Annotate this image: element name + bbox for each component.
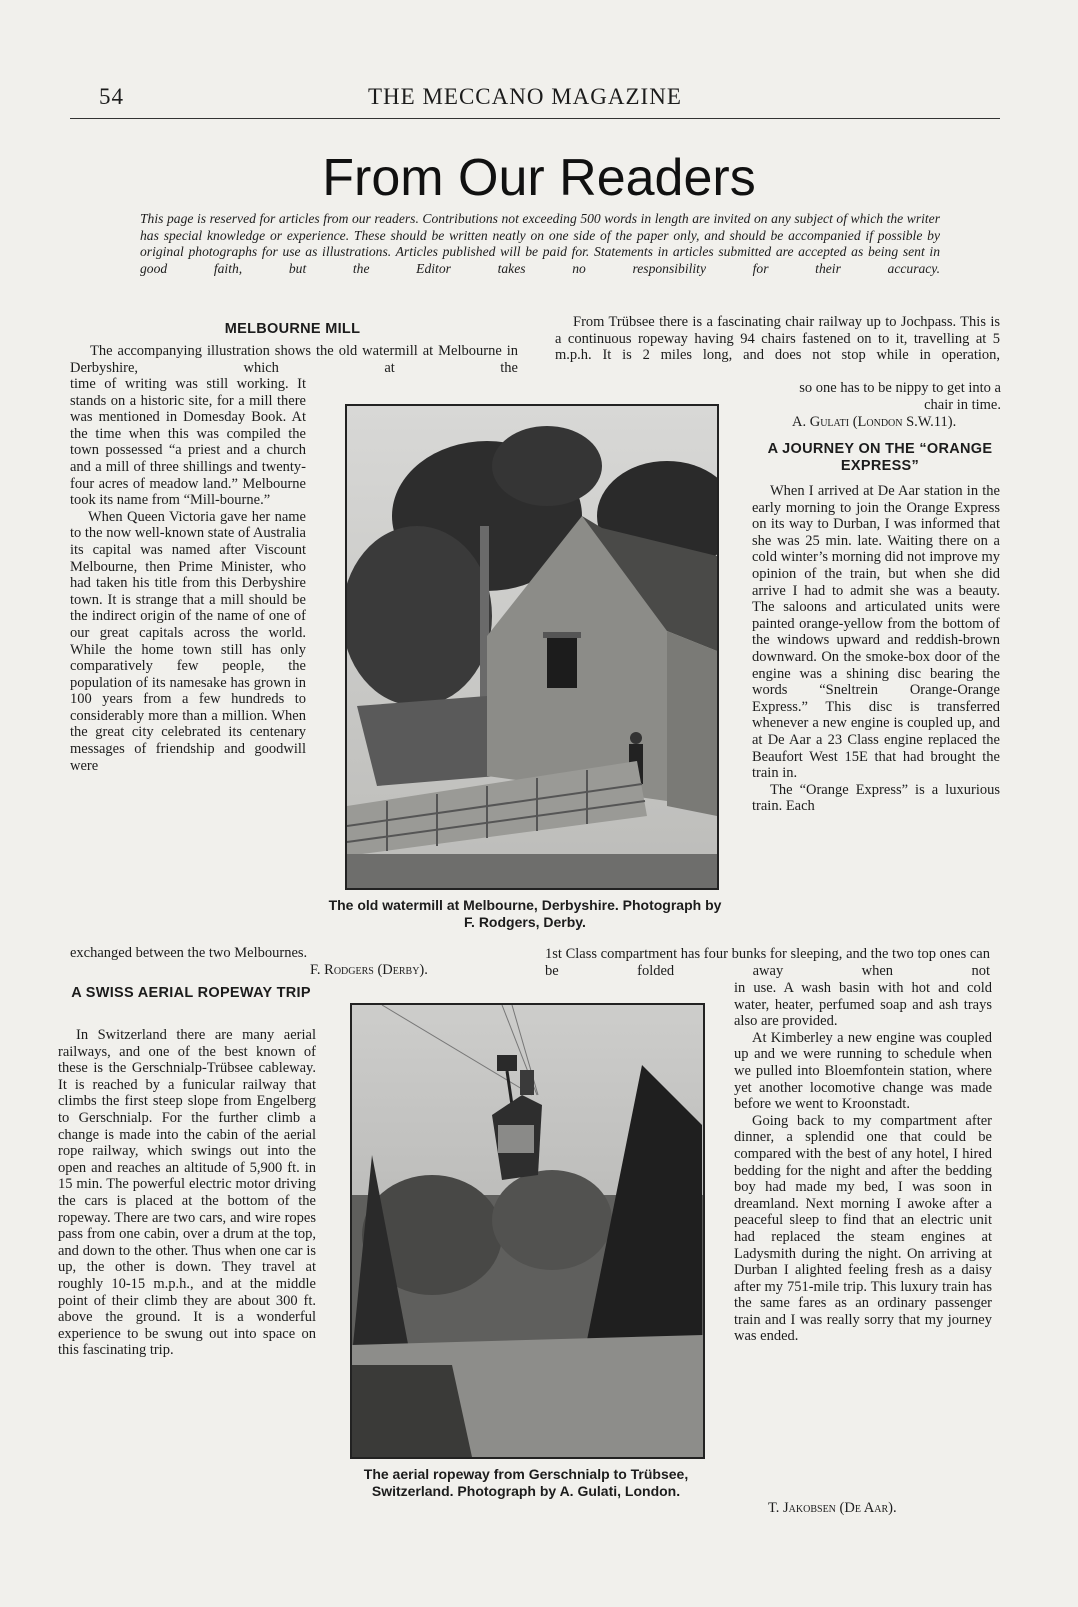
mill-intro: The accompanying illustration shows the old watermill at Melbourne in Derbyshire, which at the <box>70 343 518 376</box>
orange-paragraph-1: When I arrived at De Aar station in the early morning to join the Orange Express on its way to Durban, I was informed that she was 25 min. late. Waiting there on a cold winter’s morning did not improve my opinion of the train, but when she did arrive I had to admit she was a beauty. The saloons and articulated units were painted orange-yellow from the bottom of the windows upward and reddish-brown downward. On the smoke-box door of the engine was a shining disc bearing the words “Sneltrein Orange-Orange Express.” This disc is transferred whenever a new engine is coupled up, and at De Aar a 23 Class engine replaced the Beaufort West 15E that had brought the train in. <box>752 483 1000 782</box>
orange-column-lower <box>734 980 992 1345</box>
swiss-column <box>58 1027 316 1359</box>
swiss-signature: A. Gulati (London S.W.11). <box>792 414 957 430</box>
page-title: From Our Readers <box>322 149 756 207</box>
swiss-continuation-end: so one has to be nippy to get into a chair in time. <box>799 380 1001 413</box>
swiss-paragraph-1: In Switzerland there are many aerial railways, and one of the best known of these is the Gerschnialp-Trübsee cableway. It is reached by a funicular railway that climbs the first steep slope from Engelberg to Gerschnialp. For the further climb a change is made into the cabin of the aerial rope railway, which swings out into the open and reaches an altitude of 5,900 ft. in 15 min. The powerful electric motor driving the cars is placed at the bottom of the ropeway. There are two cars, and wire ropes pass from one cabin, over a drum at the top, and down to the other. Thus when one car is up, the other is down. They travel at roughly 10-15 m.p.h., and at the middle point of their climb they are about 300 ft. above the ground. It is a wonderful experience to be swung out into space on this fascinating trip. <box>58 1027 316 1359</box>
magazine-title: THE MECCANO MAGAZINE <box>368 84 682 109</box>
swiss-heading: A SWISS AERIAL ROPEWAY TRIP <box>71 985 311 1001</box>
mill-column <box>70 376 306 774</box>
intro-text: This page is reserved for articles from our readers. Contributions not exceeding 500 words in length are invited on any subject of which the writer has special knowledge or experience. These should be written neatly on one side of the paper only, and should be accompanied if possible by original photographs for use as illustrations. Articles published will be paid for. Statements in articles submitted are accepted as being sent in good faith, but the Editor takes no responsibility for their accuracy. <box>140 211 940 276</box>
orange-paragraph-2-start: The “Orange Express” is a luxurious train. Each <box>752 781 1000 815</box>
orange-column-upper <box>752 483 1000 815</box>
orange-paragraph-2-rest: in use. A wash basin with hot and cold water, heater, perfumed soap and ash trays also are provided. <box>734 980 992 1030</box>
mill-heading: MELBOURNE MILL <box>224 321 361 337</box>
watermill-photo <box>345 404 719 890</box>
orange-signature: T. Jakobsen (De Aar). <box>768 1500 897 1516</box>
header-rule <box>70 118 1000 119</box>
ropeway-photo <box>350 1003 705 1459</box>
ropeway-photo-caption: The aerial ropeway from Gerschnialp to Trübsee, Switzerland. Photograph by A. Gulati, London. <box>363 1466 689 1499</box>
page-number: 54 <box>99 84 124 109</box>
mill-paragraph-2: When Queen Victoria gave her name to the now well-known state of Australia its capital was named after Viscount Melbourne, then Prime Minister, who had taken his title from this Derbyshire town. It is strange that a mill should be the indirect origin of the name of one of our great capitals across the world. While the home town still has only comparatively few people, the population of its namesake has grown in 100 years from a few hundreds to considerably more than a million. When the great city celebrated its centenary messages of friendship and goodwill were <box>70 508 306 774</box>
orange-paragraph-2-wide: 1st Class compartment has four bunks for sleeping, and the two top ones can be folded away when not <box>545 946 990 979</box>
orange-paragraph-4: Going back to my compartment after dinner, a splendid one that could be compared with the best of any hotel, I hired bedding for the night and after the bedding boy had made my bed, I was soon in dreamland. Next morning I awoke after a peaceful sleep to find that an electric unit had replaced the steam engines at Ladysmith during the night. On arriving at Durban I alighted feeling fresh as a daisy after my 751-mile trip. This luxury train has the same fares as an ordinary passenger train and I was really sorry that my journey was ended. <box>734 1112 992 1345</box>
swiss-continuation: From Trübsee there is a fascinating chair railway up to Jochpass. This is a continuous ropeway having 94 chairs fastened on to it, travelling at 5 m.p.h. It is 2 miles long, and does not stop while in operation, <box>555 314 1000 364</box>
orange-paragraph-3: At Kimberley a new engine was coupled up and we were running to schedule when we pulled into Bloemfontein station, where yet another locomotive change was made before we went to Kroonstadt. <box>734 1029 992 1113</box>
mill-closing-line: exchanged between the two Melbournes. <box>70 945 308 961</box>
mill-photo-caption: The old watermill at Melbourne, Derbyshire. Photograph by F. Rodgers, Derby. <box>328 897 722 930</box>
mill-paragraph-1: time of writing was still working. It stands on a historic site, for a mill there was mentioned in Domesday Book. At the time when this was compiled the town possessed “a priest and a church and a mill of three shillings and twenty-four acres of meadow land.” Melbourne took its name from “Mill-bourne.” <box>70 376 306 509</box>
mill-signature: F. Rodgers (Derby). <box>310 962 428 978</box>
orange-heading: A JOURNEY ON THE “ORANGE EXPRESS” <box>767 441 993 474</box>
